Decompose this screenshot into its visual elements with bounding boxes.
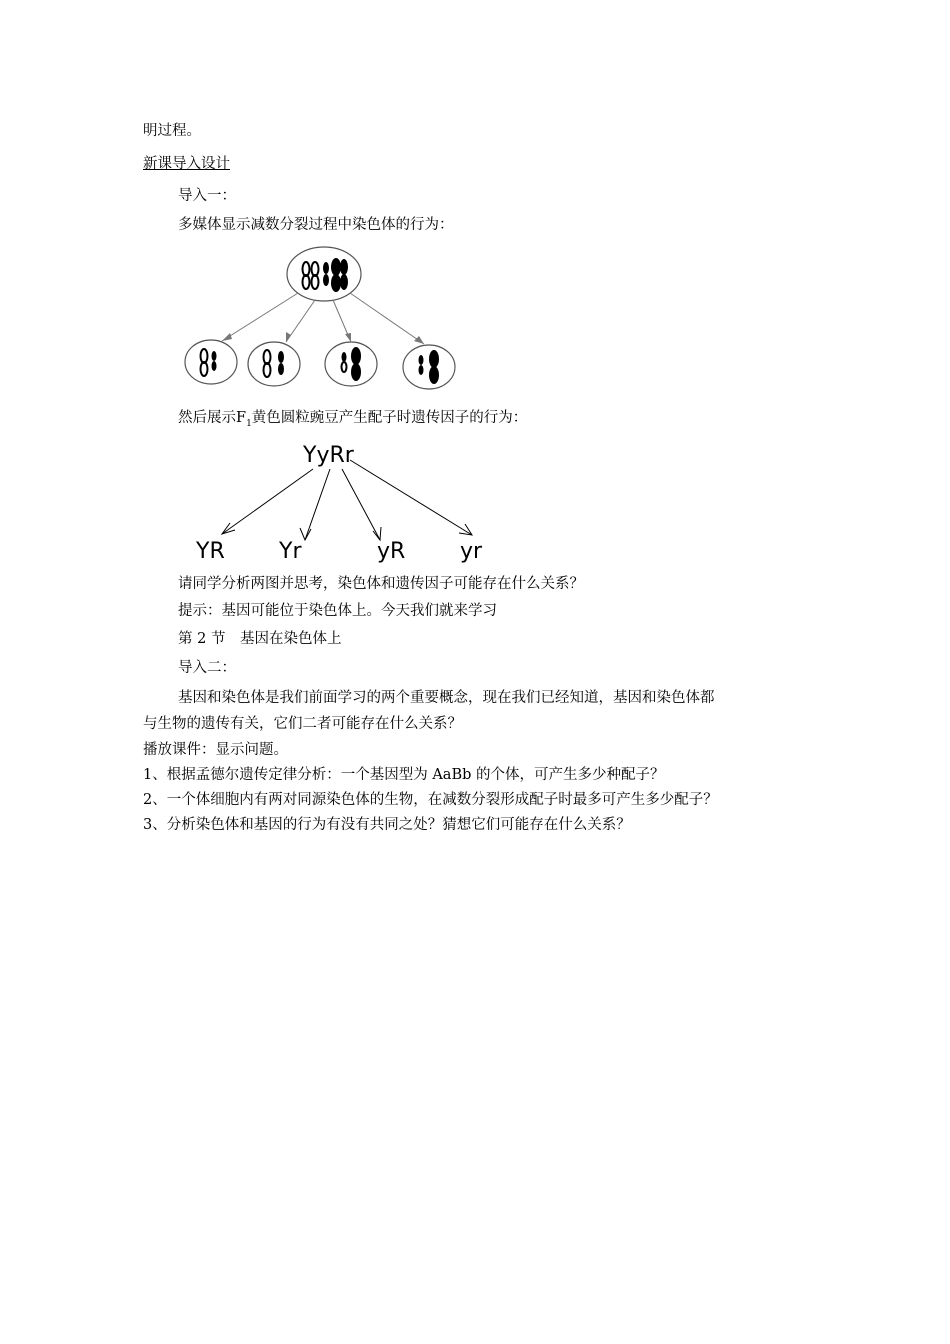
- intro-two-paragraph-line-1: 基因和染色体是我们前面学习的两个重要概念，现在我们已经知道，基因和染色体都: [178, 690, 715, 706]
- meiosis-chromosome-diagram: [170, 243, 590, 393]
- hint-text: 提示：基因可能位于染色体上。今天我们就来学习: [178, 603, 497, 619]
- question-3: 3、分析染色体和基因的行为有没有共同之处？猜想它们可能存在什么关系？: [143, 817, 631, 833]
- parent-cell: [287, 247, 361, 301]
- lesson-title: 第 2 节 基因在染色体上: [178, 631, 342, 647]
- daughter-cell-4: [403, 345, 455, 389]
- discussion-question: 请同学分析两图并思考，染色体和遗传因子可能存在什么关系？: [178, 576, 584, 592]
- multimedia-description: 多媒体显示减数分裂过程中染色体的行为：: [178, 217, 454, 233]
- intro-two-label: 导入二：: [178, 660, 236, 676]
- daughter-cell-3: [325, 342, 377, 386]
- gamete-y-r-lower: Yr: [279, 539, 302, 564]
- gene-segregation-diagram: [170, 436, 590, 568]
- intro-two-paragraph-line-2: 与生物的遗传有关，它们二者可能存在什么关系？: [143, 716, 462, 732]
- gamete-yR: yR: [377, 539, 406, 564]
- f1-description: 然后展示$F_1$黄色圆粒豌豆产生配子时遗传因子的行为：: [178, 410, 528, 429]
- gamete-yr-upper: YR: [196, 539, 225, 564]
- daughter-cell-2: [248, 342, 300, 386]
- daughter-1-chromosomes: [201, 349, 217, 376]
- daughter-cell-1: [185, 340, 237, 384]
- question-2: 2、一个体细胞内有两对同源染色体的生物，在减数分裂形成配子时最多可产生多少配子？: [143, 792, 718, 808]
- parent-genotype: YyRr: [303, 443, 354, 468]
- gamete-yr-lower: yr: [460, 539, 483, 564]
- daughter-3-chromosomes: [342, 347, 362, 381]
- courseware-note: 播放课件：显示问题。: [143, 742, 288, 758]
- daughter-2-chromosomes: [264, 350, 285, 377]
- section-heading: 新课导入设计: [143, 156, 230, 172]
- daughter-4-chromosomes: [419, 350, 440, 384]
- text-line-1: 明过程。: [143, 123, 201, 139]
- parent-chromosomes: [303, 258, 349, 292]
- question-1: 1、根据孟德尔遗传定律分析：一个基因型为 AaBb 的个体，可产生多少种配子？: [143, 767, 665, 783]
- intro-one-label: 导入一：: [178, 188, 236, 204]
